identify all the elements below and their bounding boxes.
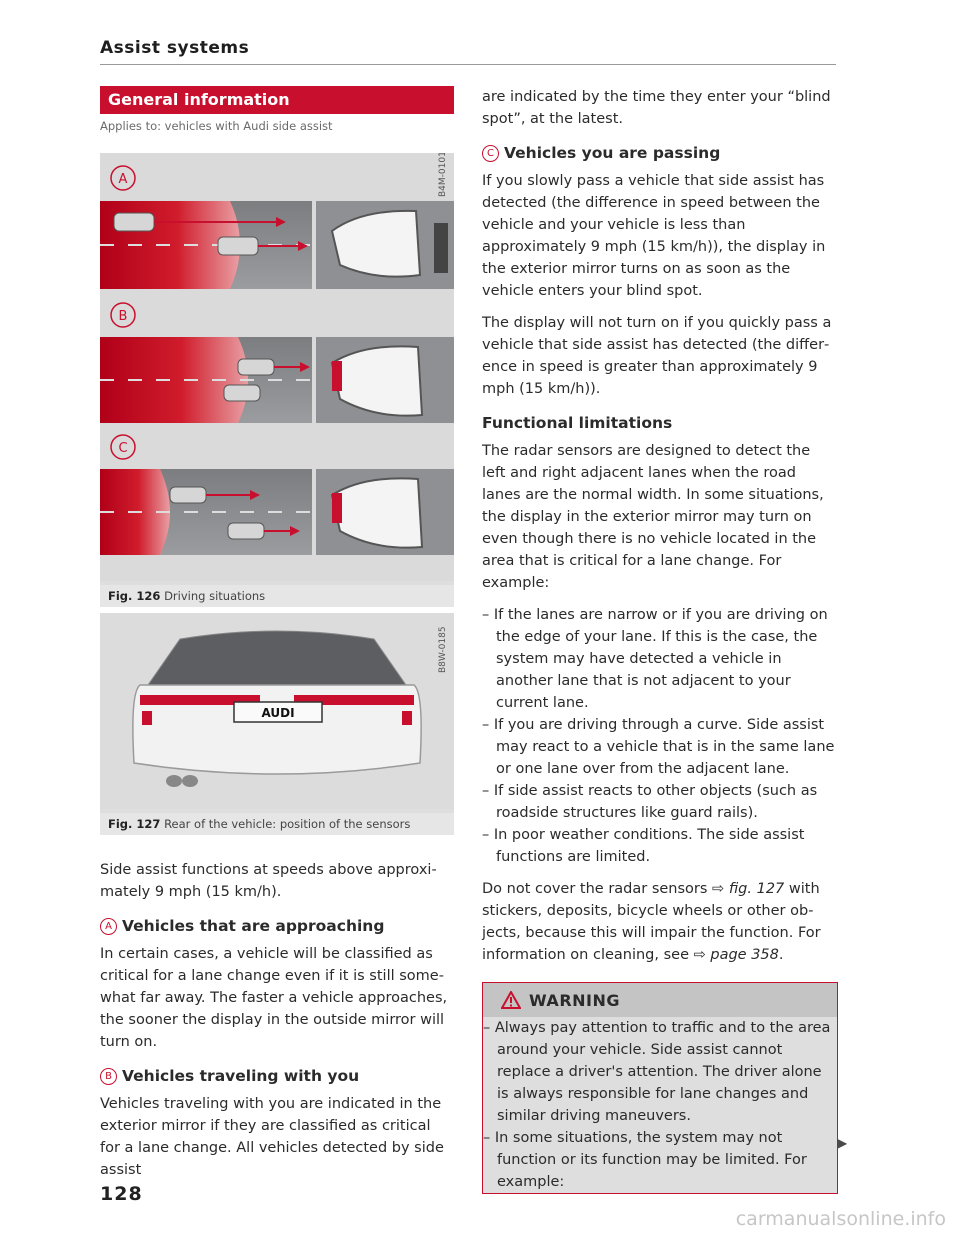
page-section-title: Assist systems	[100, 38, 250, 58]
passing-paragraph-1: If you slowly pass a vehicle that side assist has detected (the difference in speed between the vehicle and your vehicle is less than approximately 9 mph (15 km/h)), the display in the exterior mirror turns on as soon as the vehicle enters your blind spot.	[482, 173, 826, 299]
heading-text: Vehicles you are passing	[504, 144, 721, 162]
figure-127	[100, 613, 454, 831]
marker-b: B	[100, 1068, 117, 1085]
figure-127-caption	[100, 813, 454, 835]
page-number: 128	[100, 1183, 143, 1205]
limitations-paragraph: The radar sensors are designed to detect the left and right adjacent lanes when the road lanes are the normal width. In some situations, the display in the exterior mirror may turn on even though there is no vehicle located in the area that is critical for a lane change. For example:	[482, 443, 824, 591]
figure-code: B4M-0101	[438, 153, 448, 197]
passing-paragraph-2: The display will not turn on if you quickly pass a vehicle that side assist has detected (the difference in speed is greater than approximately 9 mph (15 km/h)).	[482, 315, 832, 397]
list-item: – If side assist reacts to other objects (such as roadside structures like guard rails).	[482, 783, 818, 821]
page-link[interactable]: page 358	[710, 947, 779, 963]
list-item: – If you are driving through a curve. Side assist may react to a vehicle that is in the same lane or one lane over from the adjacent lane.	[482, 717, 835, 777]
right-column	[482, 86, 838, 1194]
cover-text: Do not cover the radar sensors ⇨	[482, 881, 729, 897]
figure-code: B8W-0185	[438, 626, 448, 673]
fig-label-a: A	[118, 172, 128, 187]
header-divider	[100, 64, 836, 65]
fig-label-c: C	[118, 441, 128, 456]
list-item: – Always pay attention to traffic and to the area around your vehicle. Side assist cannot replace a driver's attention. The driver alone is always responsible for lane changes and similar driving maneuvers.	[483, 1020, 831, 1124]
heading-functional-limitations	[482, 414, 838, 432]
warning-box	[482, 982, 838, 1194]
driving-situations-illustration	[100, 153, 454, 581]
fig-label-b: B	[118, 309, 128, 324]
warning-title: WARNING	[529, 990, 620, 1010]
section-heading: General information	[100, 86, 454, 114]
figure-number: Fig. 126	[108, 589, 161, 603]
figure-caption-text: Rear of the vehicle: position of the sensors	[164, 817, 411, 831]
warning-header	[483, 983, 837, 1017]
list-item: – In poor weather conditions. The side assist functions are limited.	[482, 827, 805, 865]
approaching-paragraph: In certain cases, a vehicle will be classified as critical for a lane change even if it is still somewhat far away. The faster a vehicle approaches, the sooner the display in the outside mirror will turn on.	[100, 946, 448, 1050]
continuation-paragraph: are indicated by the time they enter your “blind spot”, at the latest.	[482, 89, 831, 127]
figure-link[interactable]: fig. 127	[728, 881, 785, 897]
intro-paragraph: Side assist functions at speeds above approximately 9 mph (15 km/h).	[100, 862, 437, 900]
heading-text: Functional limitations	[482, 414, 673, 432]
cover-text: with stickers, deposits, bicycle wheels or other objects, because this will impair the function. For information on cleaning, see ⇨	[482, 881, 821, 963]
heading-passing	[482, 144, 838, 162]
figure-number: Fig. 127	[108, 817, 161, 831]
traveling-paragraph: Vehicles traveling with you are indicated in the exterior mirror if they are classified as critical for a lane change. All vehicles detected by side assist	[100, 1096, 444, 1178]
marker-a: A	[100, 918, 117, 935]
watermark: carmanualsonline.info	[735, 1208, 946, 1230]
marker-c: C	[482, 145, 499, 162]
figure-126-caption	[100, 585, 454, 607]
figure-126	[100, 153, 454, 603]
cover-text: .	[778, 947, 784, 963]
continue-arrow-icon: ▶	[838, 1136, 848, 1150]
vehicle-rear-illustration	[100, 613, 454, 809]
figure-caption-text: Driving situations	[164, 589, 266, 603]
heading-approaching	[100, 917, 454, 935]
list-item: – In some situations, the system may not function or its function may be limited. For example:	[483, 1130, 807, 1190]
heading-text: Vehicles traveling with you	[122, 1067, 360, 1085]
warning-triangle-icon	[501, 991, 521, 1009]
limitations-list	[482, 604, 838, 868]
applies-to-note: Applies to: vehicles with Audi side assist	[100, 119, 333, 133]
left-column	[100, 86, 454, 1181]
heading-traveling	[100, 1067, 454, 1085]
license-plate: AUDI	[261, 706, 295, 720]
list-item: – If the lanes are narrow or if you are driving on the edge of your lane. If this is the case, the system may have detected a vehicle in another lane that is not adjacent to your current lane.	[482, 607, 828, 711]
cover-sensors-paragraph	[482, 878, 838, 966]
warning-list	[483, 1017, 837, 1193]
heading-text: Vehicles that are approaching	[122, 917, 385, 935]
